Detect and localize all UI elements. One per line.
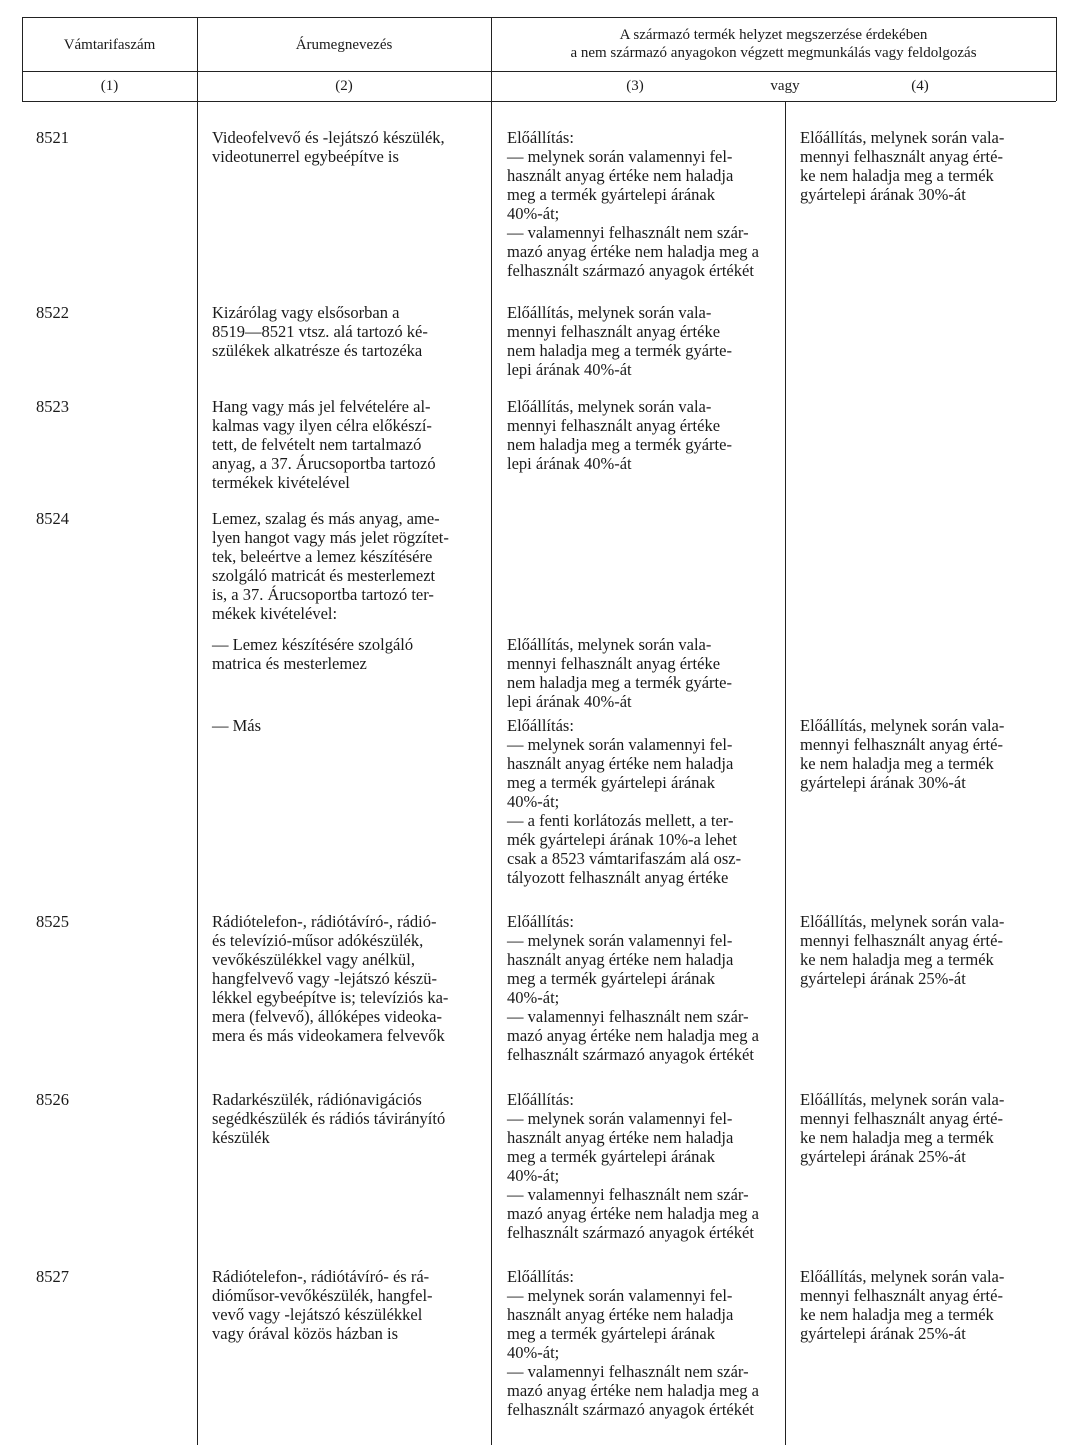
processing-rule-col3: Előállítás: — melynek során valamennyi fel- használt anyag értéke nem haladja meg a termék gyártelepi árának 40%-át; — a fenti korlátozás mellett, a ter- mék gyártelepi árának 10%-a lehet csak a 8523 vámtarifaszám alá osz- tályozott felhasznált anyag értéke: [507, 716, 742, 887]
tariff-code: 8527: [36, 1267, 69, 1286]
tariff-code: 8524: [36, 509, 69, 528]
colnum-2: (2): [335, 78, 353, 94]
header-tariff-number: Vámtarifaszám: [63, 37, 156, 53]
processing-rule-col3: Előállítás: — melynek során valamennyi fel- használt anyag értéke nem haladja meg a termék gyártelepi árának 40%-át; — valamennyi felhasznált nem szár- mazó anyag értéke nem haladja meg a felhasznált származó anyagok értékét: [507, 912, 759, 1064]
goods-subitem-description: — Más: [212, 716, 262, 735]
processing-rule-col3: Előállítás: — melynek során valamennyi fel- használt anyag értéke nem haladja meg a termék gyártelepi árának 40%-át; — valamennyi felhasznált nem szár- mazó anyag értéke nem haladja meg a felhasznált származó anyagok értékét: [507, 1267, 759, 1419]
goods-description: Hang vagy más jel felvételére al- kalmas vagy ilyen célra előkészí- tett, de felvételt nem tartalmazó anyag, a 37. Árucsoportba tartozó termékek kivételével: [212, 397, 436, 492]
table-right-rule: [1056, 17, 1057, 101]
processing-rule-col4: Előállítás, melynek során vala- mennyi felhasznált anyag érté- ke nem haladja meg a termék gyártelepi árának 30%-át: [800, 128, 1005, 204]
col1-rule: [197, 17, 198, 1445]
processing-rule-col3: Előállítás: — melynek során valamennyi fel- használt anyag értéke nem haladja meg a termék gyártelepi árának 40%-át; — valamennyi felhasznált nem szár- mazó anyag értéke nem haladja meg a felhasznált származó anyagok értékét: [507, 1090, 759, 1242]
goods-description: Videofelvevő és -lejátszó készülék, videotunerrel egybeépítve is: [212, 128, 445, 166]
col2-rule: [491, 17, 492, 1445]
tariff-code: 8526: [36, 1090, 69, 1109]
processing-rule-col3: Előállítás, melynek során vala- mennyi felhasznált anyag értéke nem haladja meg a termék gyárte- lepi árának 40%-át: [507, 303, 732, 379]
goods-description: Rádiótelefon-, rádiótávíró-, rádió- és televízió-műsor adókészülék, vevőkészülékkel vagy anélkül, hangfelvevő vagy -lejátszó készü- lékkel egybeépítve is; televíziós ka- mera (felvevő), állóképes videoka- mera és más videokamera felvevők: [212, 912, 449, 1045]
colnum-4: (4): [911, 78, 929, 94]
colnum-or: vagy: [770, 78, 800, 94]
colnum-3: (3): [626, 78, 644, 94]
col3-rule: [785, 101, 786, 1445]
header-processing-line1: A származó termék helyzet megszerzése érdekében: [619, 27, 928, 43]
goods-description: Radarkészülék, rádiónavigációs segédkészülék és rádiós távirányító készülék: [212, 1090, 446, 1147]
goods-description: Rádiótelefon-, rádiótávíró- és rá- dióműsor-vevőkészülék, hangfel- vevő vagy -lejátszó készülékkel vagy órával közös házban is: [212, 1267, 433, 1343]
header-processing-line2: a nem származó anyagokon végzett megmunkálás vagy feldolgozás: [570, 45, 977, 61]
processing-rule-col4: Előállítás, melynek során vala- mennyi felhasznált anyag érté- ke nem haladja meg a termék gyártelepi árának 25%-át: [800, 1267, 1005, 1343]
processing-rule-col4: Előállítás, melynek során vala- mennyi felhasznált anyag érté- ke nem haladja meg a termék gyártelepi árának 30%-át: [800, 716, 1005, 792]
tariff-code: 8525: [36, 912, 69, 931]
header-goods-description: Árumegnevezés: [295, 37, 393, 53]
processing-rule-col4: Előállítás, melynek során vala- mennyi felhasznált anyag érté- ke nem haladja meg a termék gyártelepi árának 25%-át: [800, 912, 1005, 988]
tariff-code: 8521: [36, 128, 69, 147]
header-rule: [22, 71, 1056, 72]
processing-rule-col3: Előállítás, melynek során vala- mennyi felhasznált anyag értéke nem haladja meg a termék gyárte- lepi árának 40%-át: [507, 635, 732, 711]
tariff-code: 8522: [36, 303, 69, 322]
processing-rule-col3: Előállítás, melynek során vala- mennyi felhasznált anyag értéke nem haladja meg a termék gyárte- lepi árának 40%-át: [507, 397, 732, 473]
colnum-1: (1): [100, 78, 119, 94]
goods-subitem-description: — Lemez készítésére szolgáló matrica és mesterlemez: [212, 635, 414, 673]
goods-description: Lemez, szalag és más anyag, ame- lyen hangot vagy más jelet rögzítet- tek, beleértve a lemez készítésére szolgáló matricát és mesterlemezt is, a 37. Árucsoportba tartozó ter- mékek kivételével:: [212, 509, 449, 623]
tariff-code: 8523: [36, 397, 69, 416]
processing-rule-col4: Előállítás, melynek során vala- mennyi felhasznált anyag érté- ke nem haladja meg a termék gyártelepi árának 25%-át: [800, 1090, 1005, 1166]
colnum-rule: [22, 101, 1056, 102]
table-top-rule: [22, 17, 1056, 18]
processing-rule-col3: Előállítás: — melynek során valamennyi fel- használt anyag értéke nem haladja meg a termék gyártelepi árának 40%-át; — valamennyi felhasznált nem szár- mazó anyag értéke nem haladja meg a felhasznált származó anyagok értékét: [507, 128, 759, 280]
goods-description: Kizárólag vagy elsősorban a 8519—8521 vtsz. alá tartozó ké- szülékek alkatrésze és tartozéka: [212, 303, 428, 360]
